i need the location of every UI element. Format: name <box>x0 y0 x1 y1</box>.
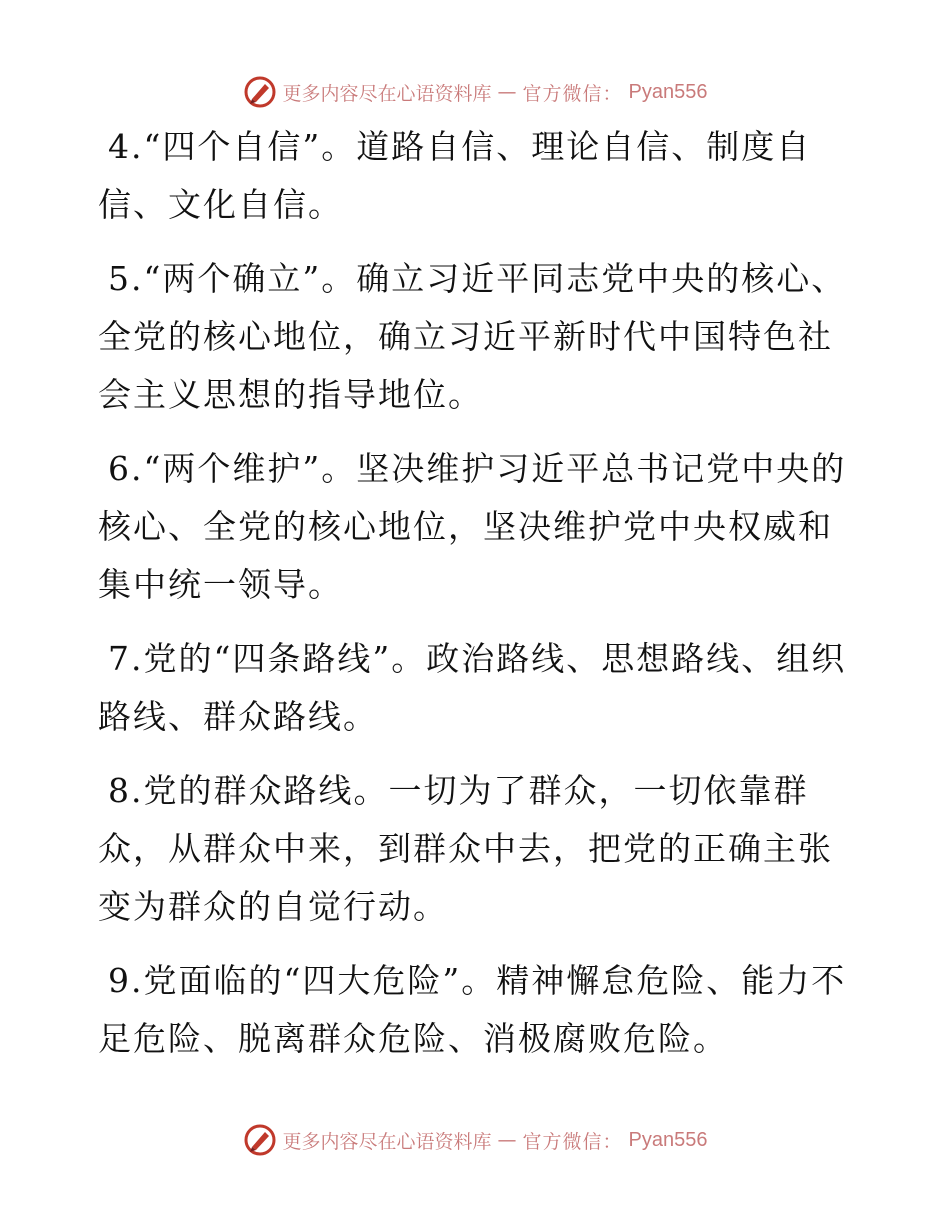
list-item-5: 5.“两个确立”。确立习近平同志党中央的核心、全党的核心地位，确立习近平新时代中国特色社会主义思想的指导地位。 <box>98 259 847 414</box>
document-body <box>98 118 858 1084</box>
watermark-site-text: 更多内容尽在心语资料库 <box>282 1130 492 1153</box>
watermark-account-label: 官方微信： <box>522 82 623 105</box>
watermark-separator: — <box>497 1129 517 1151</box>
list-item-8: 8.党的群众路线。一切为了群众，一切依靠群众，从群众中来，到群众中去，把党的正确主张变为群众的自觉行动。 <box>98 771 833 926</box>
watermark-separator: — <box>497 81 517 103</box>
watermark-account-label: 官方微信： <box>522 1130 623 1153</box>
header-watermark <box>0 70 950 114</box>
list-item-7: 7.党的“四条路线”。政治路线、思想路线、组织路线、群众路线。 <box>98 639 847 736</box>
watermark-account-id: Pyan556 <box>628 1128 708 1151</box>
pen-logo-icon <box>243 1123 277 1157</box>
pen-logo-icon <box>243 75 277 109</box>
watermark-account-id: Pyan556 <box>628 80 708 103</box>
footer-watermark <box>0 1118 950 1162</box>
list-item-4: 4.“四个自信”。道路自信、理论自信、制度自信、文化自信。 <box>98 127 812 224</box>
watermark-site-text: 更多内容尽在心语资料库 <box>282 82 492 105</box>
list-item-6: 6.“两个维护”。坚决维护习近平总书记党中央的核心、全党的核心地位，坚决维护党中央权威和集中统一领导。 <box>98 449 847 604</box>
list-item-9: 9.党面临的“四大危险”。精神懈怠危险、能力不足危险、脱离群众危险、消极腐败危险。 <box>98 961 847 1058</box>
